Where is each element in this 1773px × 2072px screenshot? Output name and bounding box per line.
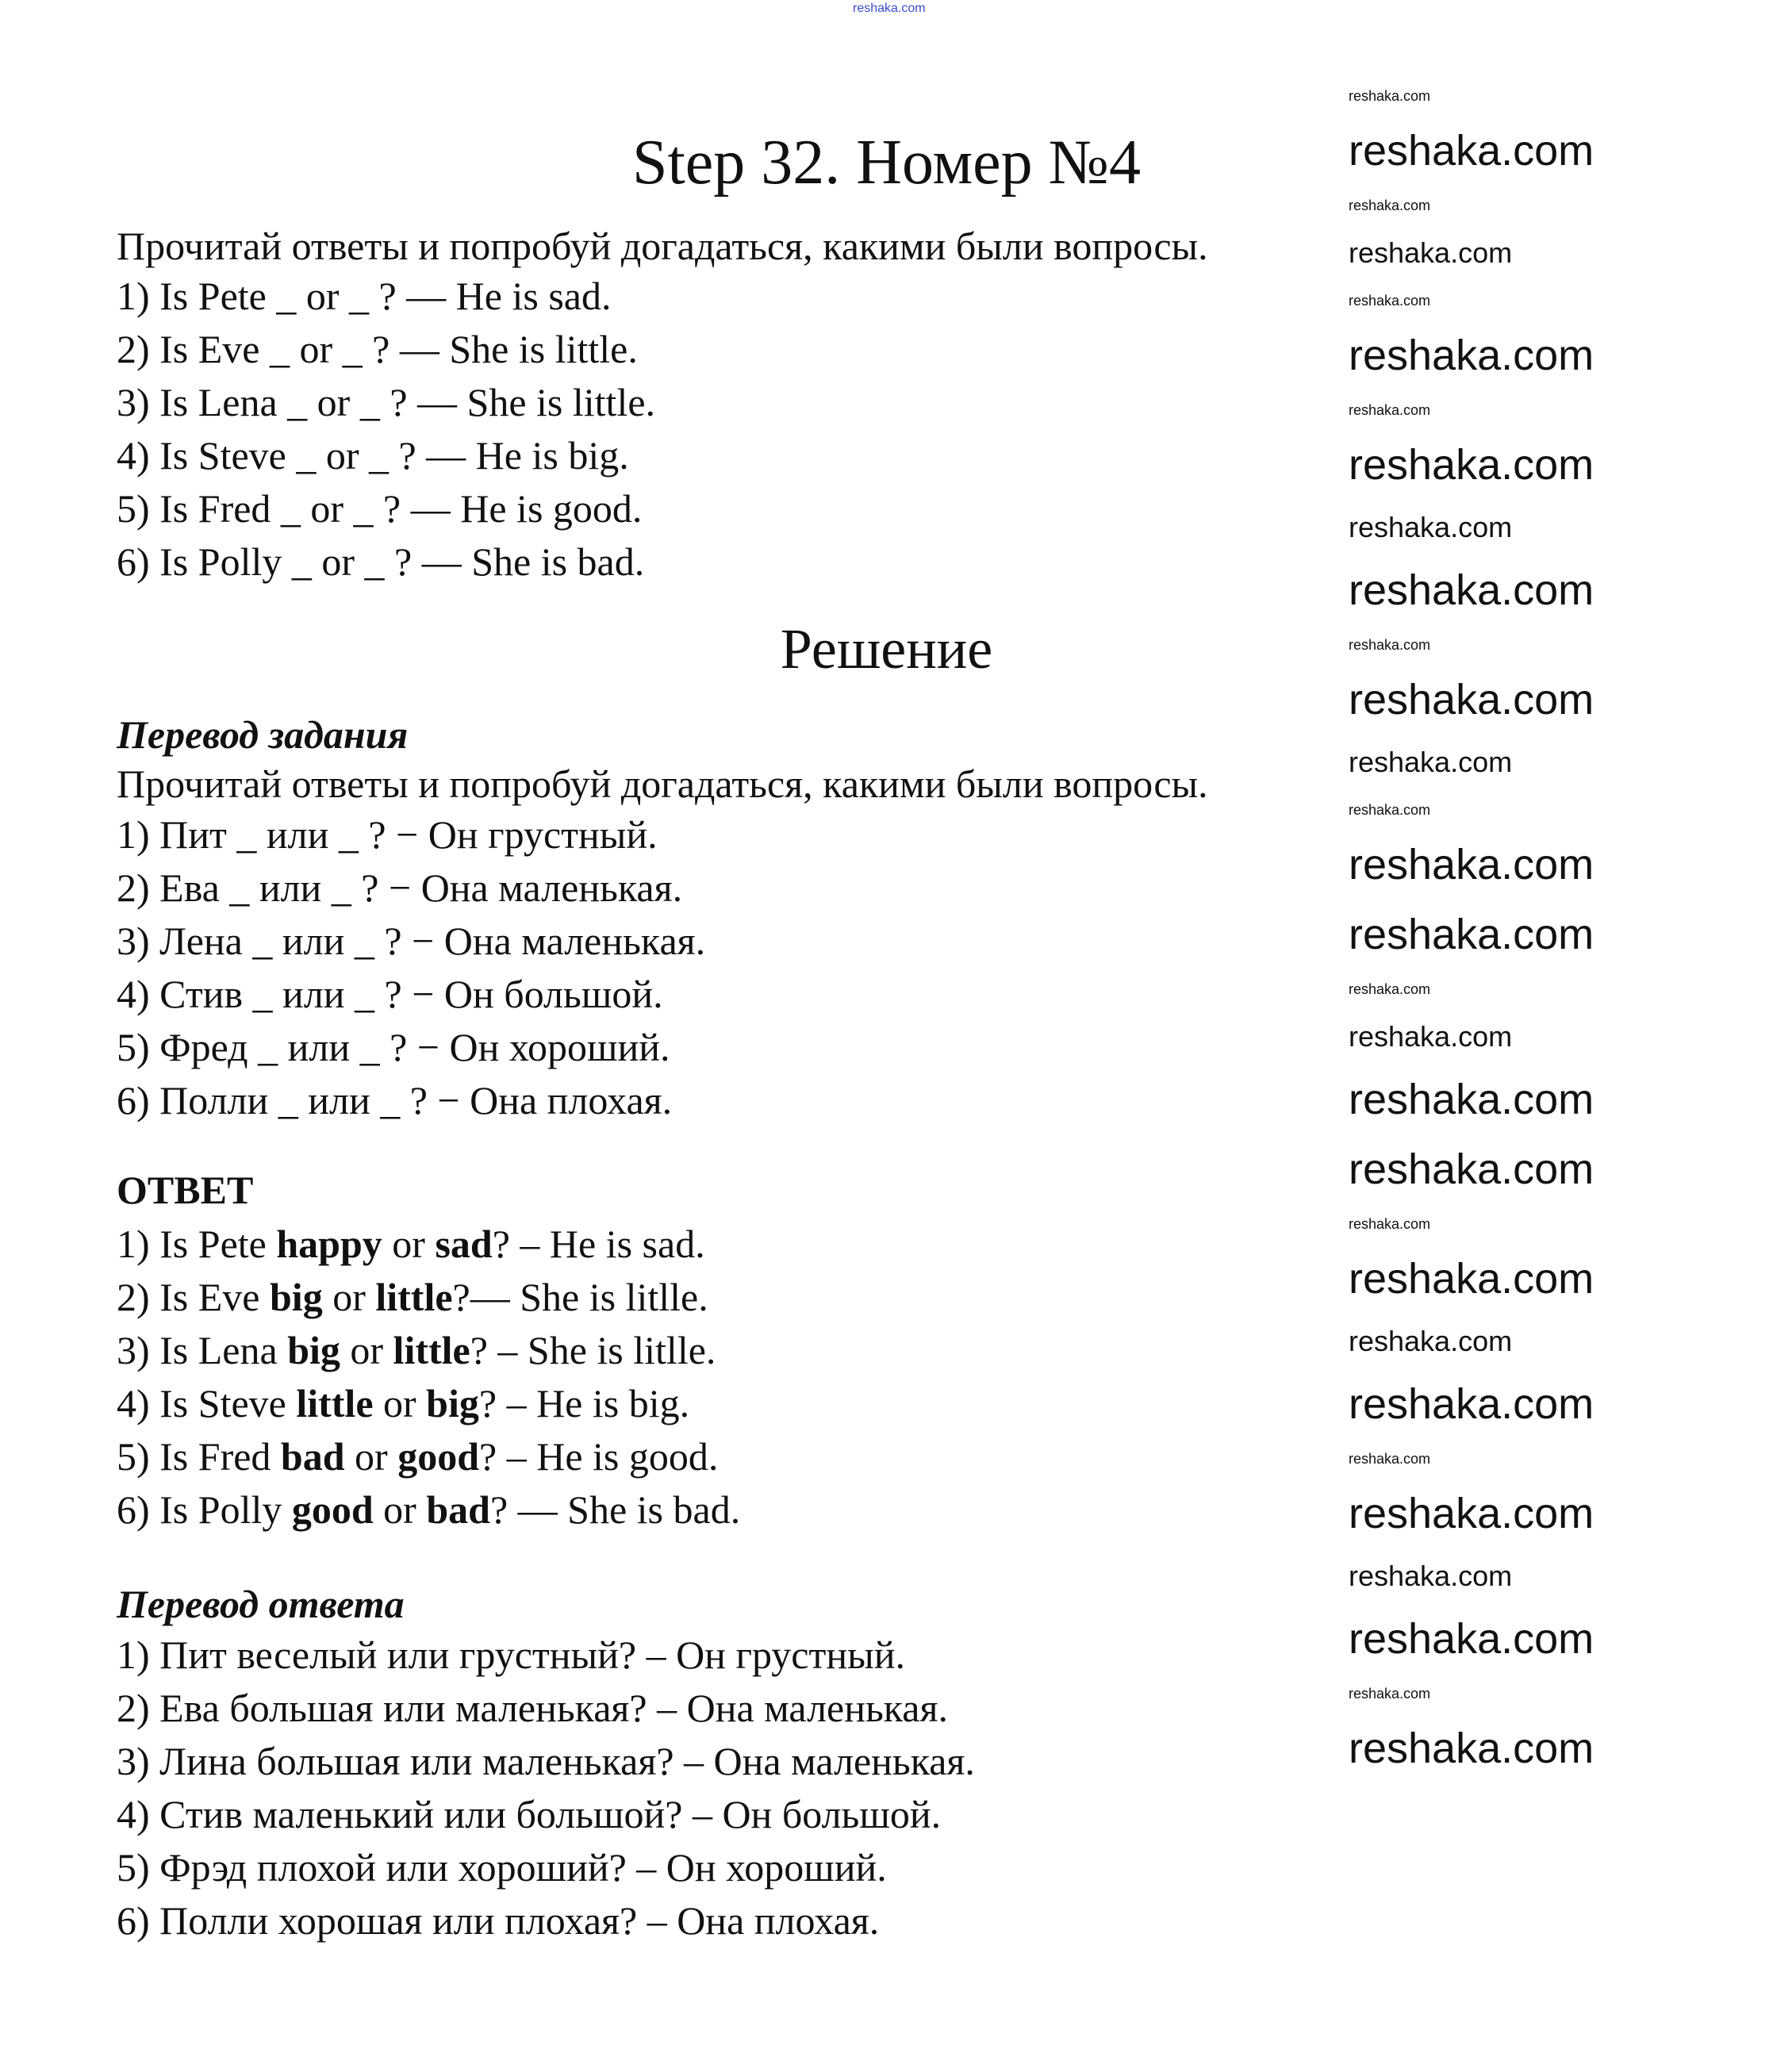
watermark: reshaka.com bbox=[1349, 1145, 1595, 1193]
answer-text: or bbox=[382, 1222, 436, 1266]
watermark: reshaka.com bbox=[1349, 293, 1431, 309]
answer-item bbox=[117, 1433, 718, 1480]
answer-word-bold: little bbox=[375, 1275, 453, 1319]
answer-word-bold: bad bbox=[280, 1434, 345, 1479]
answer-text: ? – He is good. bbox=[479, 1434, 719, 1479]
watermark: reshaka.com bbox=[1349, 1615, 1595, 1663]
answer-translation-item: 1) Пит веселый или грустный? – Он грустный. bbox=[117, 1633, 905, 1677]
watermark: reshaka.com bbox=[1349, 1560, 1513, 1592]
task-item: 4) Is Steve _ or _ ? — He is big. bbox=[117, 433, 629, 478]
answer-translation-item: 5) Фрэд плохой или хороший? – Он хороший. bbox=[117, 1845, 887, 1890]
watermark: reshaka.com bbox=[1349, 332, 1595, 379]
task-item: 3) Is Lena _ or _ ? — She is little. bbox=[117, 380, 656, 424]
page-title: Step 32. Номер №4 bbox=[632, 128, 1141, 198]
task-translation-item: 4) Стив _ или _ ? − Он большой. bbox=[117, 972, 663, 1016]
answer-translation-item: 2) Ева большая или маленькая? – Она маленькая. bbox=[117, 1686, 948, 1730]
solution-heading: Решение bbox=[780, 617, 993, 681]
answer-text: 5) Is Fred bbox=[117, 1434, 281, 1479]
watermark: reshaka.com bbox=[1349, 1490, 1595, 1537]
watermark: reshaka.com bbox=[1349, 566, 1595, 614]
answer-word-bold: little bbox=[393, 1328, 470, 1372]
answer-word-bold: bad bbox=[426, 1487, 490, 1532]
answer-word-bold: happy bbox=[276, 1222, 382, 1266]
answer-heading: ОТВЕТ bbox=[117, 1168, 254, 1212]
watermark: reshaka.com bbox=[1349, 637, 1431, 653]
watermark: reshaka.com bbox=[1349, 981, 1431, 997]
watermark: reshaka.com bbox=[1349, 1686, 1431, 1702]
task-translation-intro: Прочитай ответы и попробуй догадаться, какими были вопросы. bbox=[117, 762, 1208, 806]
watermark: reshaka.com bbox=[1349, 402, 1431, 418]
answer-word-bold: big bbox=[270, 1275, 323, 1319]
watermark: reshaka.com bbox=[1349, 1325, 1513, 1357]
answer-item bbox=[117, 1273, 708, 1321]
answer-text: or bbox=[322, 1275, 376, 1319]
answer-translation-item: 4) Стив маленький или большой? – Он большой. bbox=[117, 1792, 942, 1836]
answer-text: 4) Is Steve bbox=[117, 1381, 297, 1425]
watermark: reshaka.com bbox=[1349, 841, 1595, 888]
answer-text: ? — She is bad. bbox=[489, 1487, 741, 1532]
task-translation-item: 6) Полли _ или _ ? − Она плохая. bbox=[117, 1078, 673, 1122]
watermark: reshaka.com bbox=[1349, 1725, 1595, 1772]
top-watermark: reshaka.com bbox=[853, 2, 926, 15]
task-translation-heading: Перевод задания bbox=[117, 712, 409, 757]
answer-text: or bbox=[373, 1487, 427, 1532]
answer-word-bold: sad bbox=[435, 1222, 493, 1266]
watermark: reshaka.com bbox=[1349, 511, 1513, 543]
watermark: reshaka.com bbox=[1349, 1451, 1431, 1467]
answer-word-bold: good bbox=[291, 1487, 374, 1532]
watermark: reshaka.com bbox=[1349, 911, 1595, 958]
answer-text: 3) Is Lena bbox=[117, 1328, 288, 1372]
watermark: reshaka.com bbox=[1349, 441, 1595, 489]
watermark: reshaka.com bbox=[1349, 1020, 1513, 1053]
watermark: reshaka.com bbox=[1349, 746, 1513, 778]
watermark: reshaka.com bbox=[1349, 1380, 1595, 1428]
answer-text: 1) Is Pete bbox=[117, 1222, 277, 1266]
answer-text: 6) Is Polly bbox=[117, 1487, 292, 1532]
task-item: 1) Is Pete _ or _ ? — He is sad. bbox=[117, 274, 612, 318]
answer-text: 2) Is Eve bbox=[117, 1275, 270, 1319]
watermark: reshaka.com bbox=[1349, 236, 1513, 269]
watermark: reshaka.com bbox=[1349, 1076, 1595, 1123]
task-item: 5) Is Fred _ or _ ? — He is good. bbox=[117, 486, 643, 531]
answer-text: or bbox=[340, 1328, 393, 1372]
answer-text: ? – He is big. bbox=[478, 1381, 690, 1425]
watermark: reshaka.com bbox=[1349, 1216, 1431, 1232]
answer-translation-heading: Перевод ответа bbox=[117, 1582, 405, 1626]
watermark: reshaka.com bbox=[1349, 127, 1595, 175]
watermark: reshaka.com bbox=[1349, 802, 1431, 818]
answer-word-bold: big bbox=[426, 1381, 479, 1425]
task-item: 6) Is Polly _ or _ ? — She is bad. bbox=[117, 539, 645, 584]
answer-item bbox=[117, 1326, 716, 1374]
task-translation-item: 3) Лена _ или _ ? − Она маленькая. bbox=[117, 919, 706, 963]
task-translation-item: 2) Ева _ или _ ? − Она маленькая. bbox=[117, 865, 683, 910]
answer-word-bold: good bbox=[397, 1434, 480, 1479]
answer-translation-item: 6) Полли хорошая или плохая? – Она плохая. bbox=[117, 1898, 880, 1943]
answer-word-bold: big bbox=[287, 1328, 340, 1372]
answer-translation-item: 3) Лина большая или маленькая? – Она маленькая. bbox=[117, 1739, 975, 1783]
answer-word-bold: little bbox=[296, 1381, 374, 1425]
watermark: reshaka.com bbox=[1349, 1255, 1595, 1303]
answer-text: ? – He is sad. bbox=[492, 1222, 705, 1266]
answer-text: or bbox=[373, 1381, 427, 1425]
watermark: reshaka.com bbox=[1349, 198, 1431, 213]
answer-item bbox=[117, 1486, 740, 1533]
answer-item bbox=[117, 1220, 705, 1268]
answer-item bbox=[117, 1379, 689, 1427]
task-translation-item: 5) Фред _ или _ ? − Он хороший. bbox=[117, 1025, 670, 1069]
watermark: reshaka.com bbox=[1349, 88, 1431, 104]
watermark: reshaka.com bbox=[1349, 676, 1595, 723]
answer-text: ?— She is litlle. bbox=[452, 1275, 708, 1319]
answer-text: ? – She is litlle. bbox=[470, 1328, 716, 1372]
task-translation-item: 1) Пит _ или _ ? − Он грустный. bbox=[117, 812, 658, 857]
task-item: 2) Is Eve _ or _ ? — She is little. bbox=[117, 327, 638, 371]
task-intro: Прочитай ответы и попробуй догадаться, какими были вопросы. bbox=[117, 224, 1208, 268]
answer-text: or bbox=[344, 1434, 398, 1479]
